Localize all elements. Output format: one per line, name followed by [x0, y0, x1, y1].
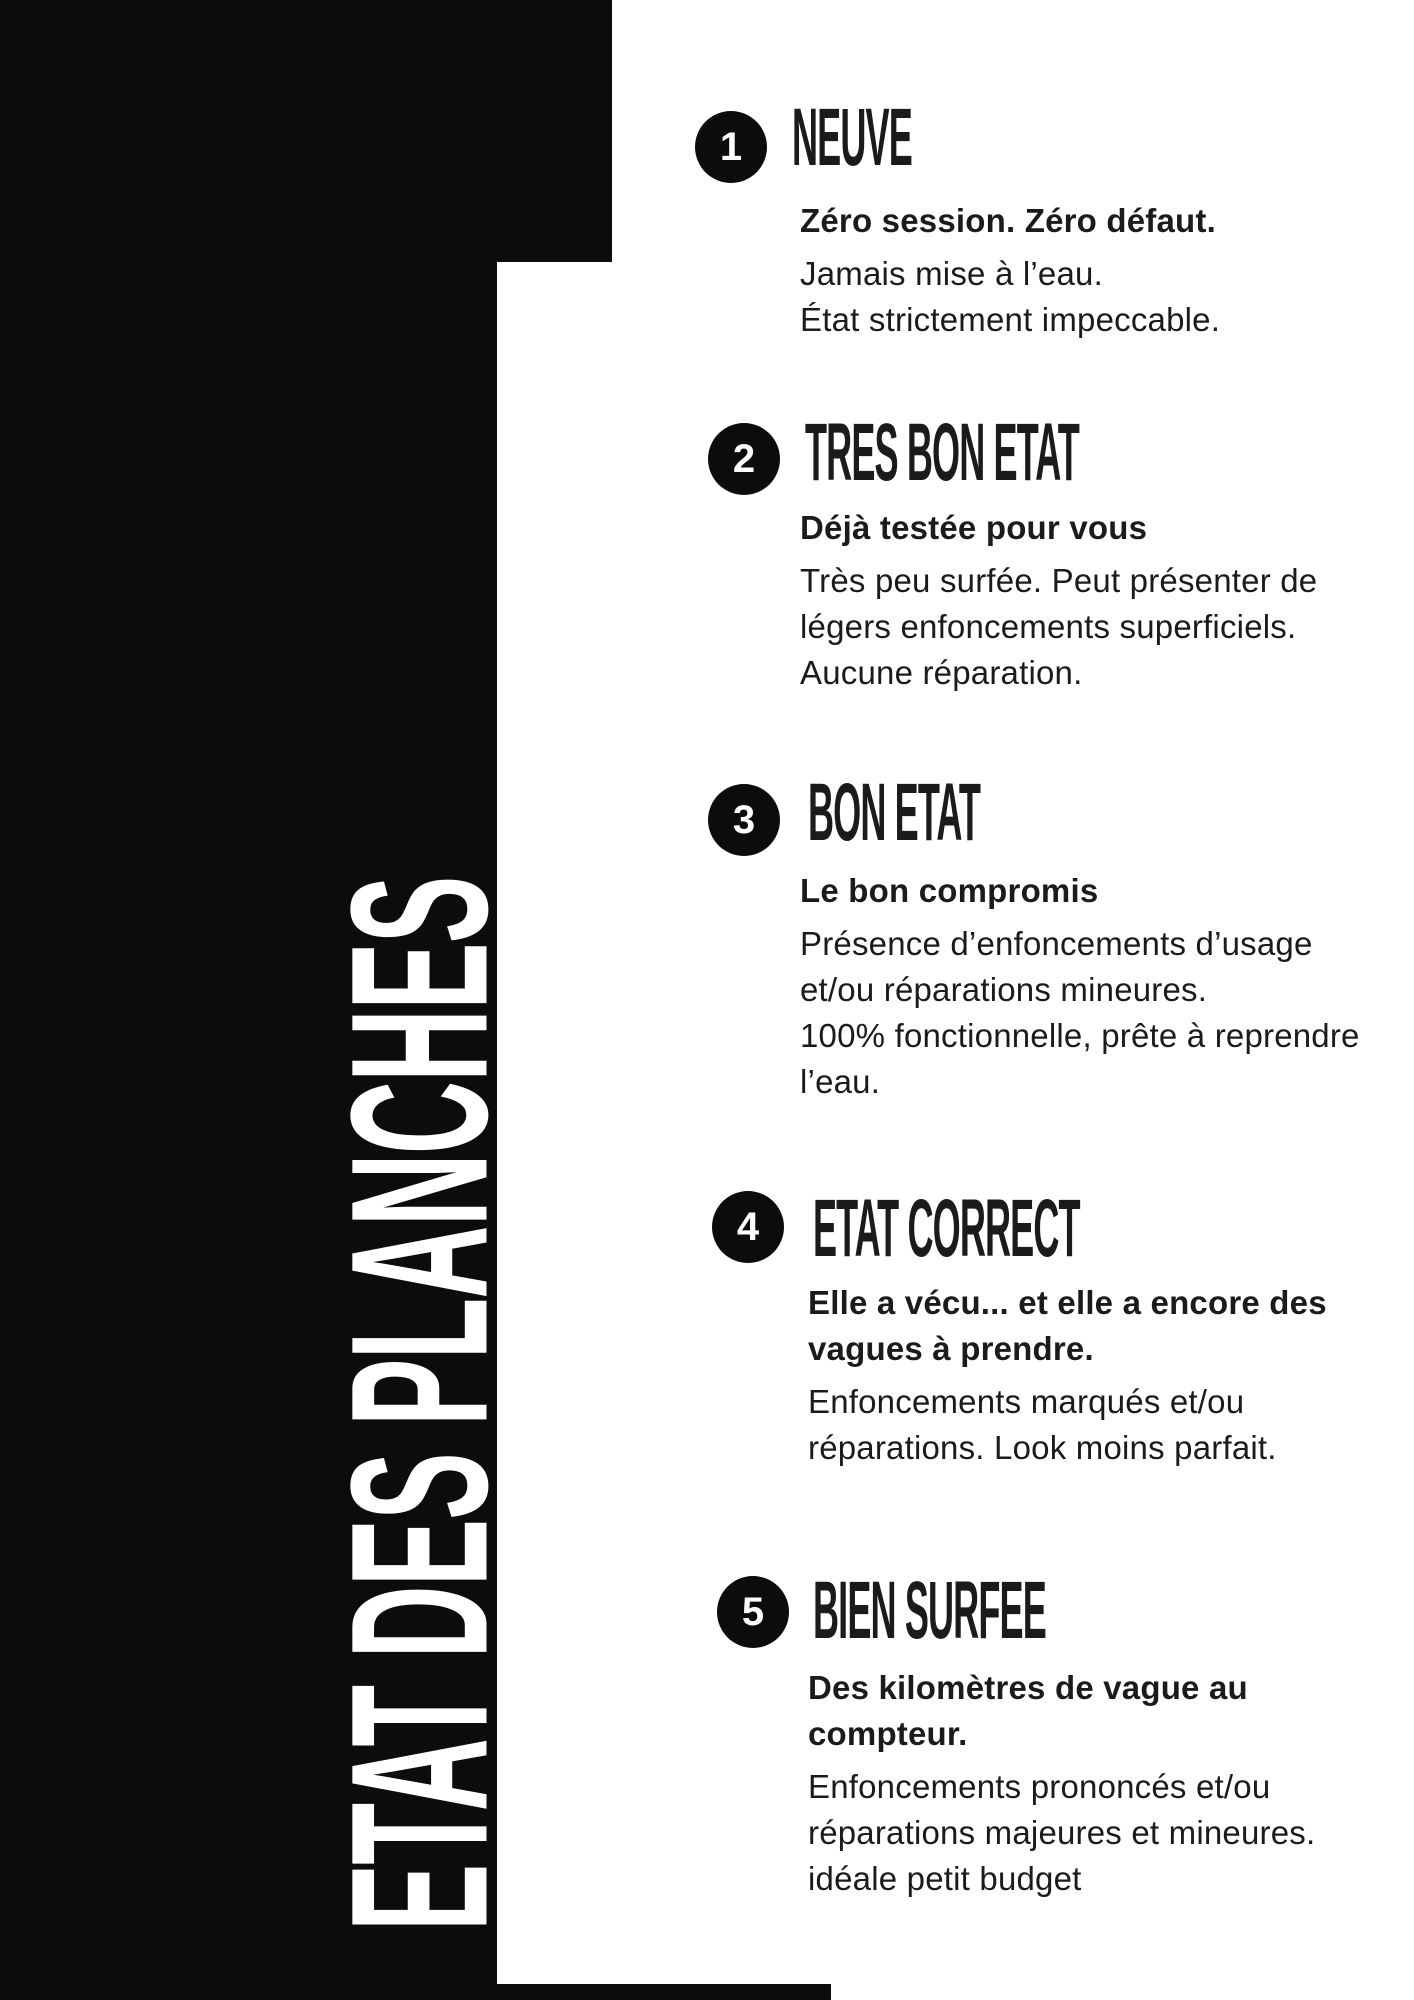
bottom-black-bar — [497, 1984, 831, 2000]
item-5-number: 5 — [741, 1589, 765, 1634]
text-line: 100% fonctionnelle, prête à reprendre — [800, 1017, 1360, 1054]
text-line: idéale petit budget — [808, 1860, 1082, 1897]
item-5-title: BIEN SURFEE — [813, 1565, 1046, 1656]
text-line: Présence d’enfoncements d’usage — [800, 925, 1313, 962]
item-2-details — [800, 558, 1317, 696]
text-line: Enfoncements marqués et/ou — [808, 1383, 1245, 1420]
text-line: légers enfoncements superficiels. — [800, 608, 1297, 645]
item-1-number-badge — [695, 111, 767, 183]
item-2-lead — [800, 505, 1317, 551]
item-2-number-badge — [708, 423, 780, 495]
item-3-number: 3 — [732, 797, 756, 842]
text-line: Enfoncements prononcés et/ou — [808, 1768, 1271, 1805]
text-line: Le bon compromis — [800, 872, 1099, 909]
item-3-number-badge — [708, 784, 780, 856]
item-4-description — [808, 1280, 1327, 1471]
text-line: État strictement impeccable. — [800, 301, 1221, 338]
item-5-lead — [808, 1665, 1315, 1757]
item-1-title: NEUVE — [792, 92, 912, 183]
item-2-number: 2 — [732, 436, 756, 481]
text-line: et/ou réparations mineures. — [800, 971, 1208, 1008]
item-1-description — [800, 198, 1220, 343]
text-line: Zéro session. Zéro défaut. — [800, 202, 1216, 239]
item-4-lead — [808, 1280, 1327, 1372]
text-line: Aucune réparation. — [800, 654, 1083, 691]
text-line: réparations majeures et mineures. — [808, 1814, 1316, 1851]
text-line: compteur. — [808, 1715, 968, 1752]
item-5-number-badge — [717, 1576, 789, 1648]
item-1-details — [800, 251, 1220, 343]
text-line: Des kilomètres de vague au — [808, 1669, 1248, 1706]
text-line: Jamais mise à l’eau. — [800, 255, 1103, 292]
item-5-description — [808, 1665, 1315, 1902]
item-5-details — [808, 1764, 1315, 1902]
text-line: Déjà testée pour vous — [800, 509, 1148, 546]
item-3-title: BON ETAT — [808, 767, 981, 858]
text-line: l’eau. — [800, 1063, 881, 1100]
item-4-details — [808, 1379, 1327, 1471]
item-1-lead — [800, 198, 1220, 244]
item-3-details — [800, 921, 1360, 1105]
item-4-title: ETAT CORRECT — [813, 1183, 1080, 1274]
text-line: vagues à prendre. — [808, 1330, 1094, 1367]
item-3-description — [800, 868, 1360, 1105]
item-3-lead — [800, 868, 1360, 914]
item-4-number-badge — [712, 1191, 784, 1263]
item-2-title: TRES BON ETAT — [805, 407, 1079, 498]
text-line: Elle a vécu... et elle a encore des — [808, 1284, 1327, 1321]
item-2-description — [800, 505, 1317, 696]
vertical-page-title: ETAT DES PLANCHES — [310, 876, 529, 1932]
text-line: réparations. Look moins parfait. — [808, 1429, 1277, 1466]
item-4-number: 4 — [736, 1204, 760, 1249]
text-line: Très peu surfée. Peut présenter de — [800, 562, 1318, 599]
item-1-number: 1 — [719, 124, 743, 169]
